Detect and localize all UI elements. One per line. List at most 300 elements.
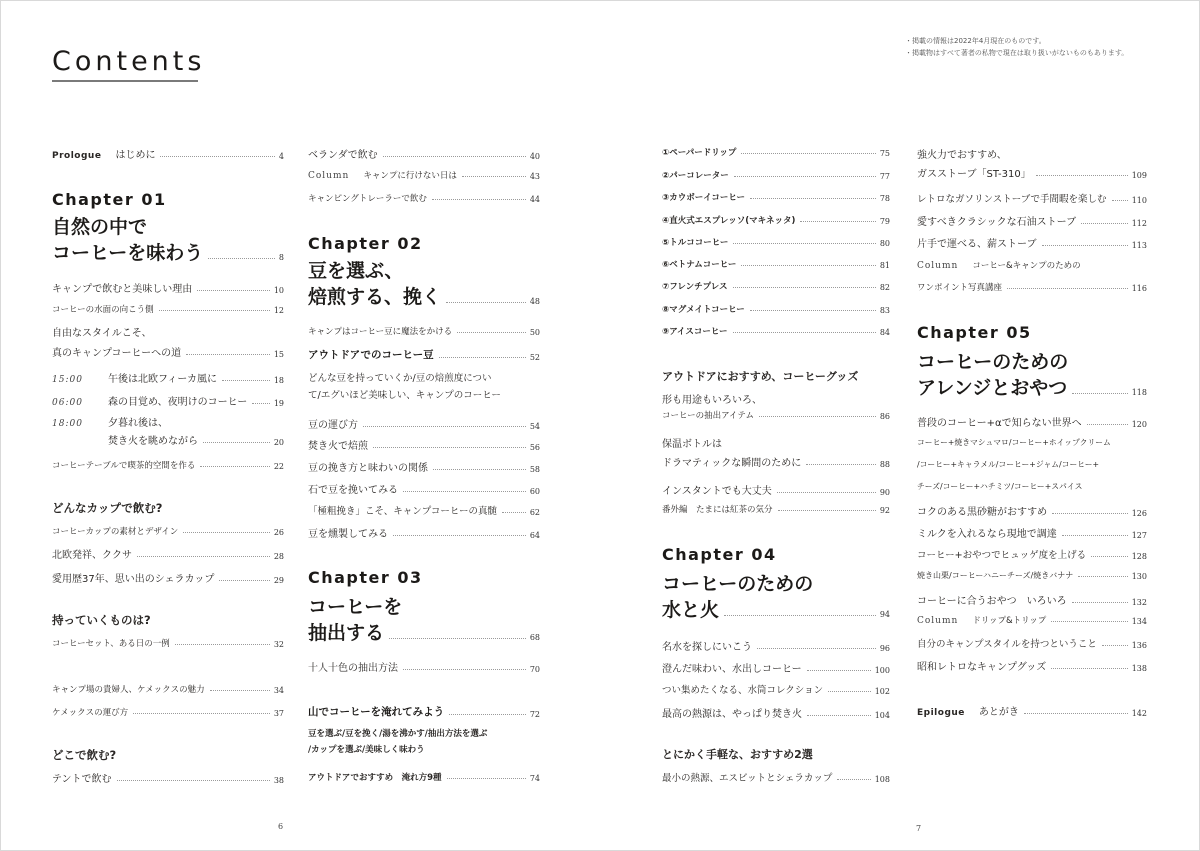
leader-dots [1102, 645, 1128, 646]
page-number: 68 [529, 633, 540, 642]
toc-entry[interactable] [662, 409, 890, 421]
leader-dots [807, 670, 871, 671]
leader-dots [439, 357, 526, 358]
leader-dots [1062, 535, 1128, 536]
entry-label: ⑥ベトナムコーヒー [662, 260, 737, 270]
entry-label: テントで飲む [52, 774, 112, 785]
toc-entry[interactable] [917, 547, 1147, 561]
page-number: 136 [1131, 641, 1147, 650]
leader-dots [734, 176, 876, 177]
page-number: 70 [529, 665, 540, 674]
folio-left: 6 [278, 822, 284, 831]
entry-label: 山でコーヒーを淹れてみよう [308, 706, 445, 718]
toc-entry[interactable] [662, 482, 890, 497]
toc-entry[interactable] [662, 503, 890, 515]
leader-dots [133, 713, 270, 714]
chapter-01-title-line-2: コーヒーを味わう [52, 242, 204, 264]
entry-label: コーヒーテーブルで喫茶的空間を作る [52, 461, 196, 471]
entry-label: 豆を燻製してみる [308, 529, 388, 540]
entry-label: 最小の熱源、エスビットとシェラカップ [662, 773, 833, 784]
leader-dots [828, 691, 871, 692]
chapter-03-title-line-1: コーヒーを [308, 596, 403, 618]
entry-label: 豆の挽き方と味わいの関係 [308, 463, 428, 474]
entry-sub-line-1: コーヒー+焼きマシュマロ/コーヒー+ホイップクリーム [917, 438, 1111, 447]
page-number: 18 [273, 376, 284, 385]
toc-entry[interactable] [52, 706, 284, 718]
page-number: 109 [1131, 171, 1147, 180]
leader-dots [208, 258, 275, 259]
toc-entry[interactable] [308, 416, 540, 431]
section-heading: アウトドアにおすすめ、コーヒーグッズ [662, 370, 859, 383]
chapter-05-title-line-1: コーヒーのための [917, 351, 1069, 373]
entry-label: 愛すべきクラシックな石油ストーブ [917, 217, 1077, 228]
page-number: 128 [1131, 552, 1147, 561]
leader-dots [389, 638, 526, 639]
page-number: 77 [879, 172, 890, 181]
page-number: 126 [1131, 509, 1147, 518]
toc-entry[interactable] [308, 347, 540, 362]
entry-label: ⑤トルココーヒー [662, 238, 729, 248]
toc-entry[interactable] [662, 638, 890, 653]
entry-label: キャンプで飲むと美味しい理由 [52, 284, 193, 295]
leader-dots [137, 556, 270, 557]
toc-entry[interactable] [52, 344, 284, 359]
entry-label: 十人十色の抽出方法 [308, 663, 398, 674]
folio-right: 7 [916, 824, 922, 833]
entry-label: インスタントでも大丈夫 [662, 486, 772, 497]
page-number: 116 [1131, 284, 1147, 293]
entry-label: 午後は北欧フィーカ風に [108, 374, 217, 385]
toc-entry-chapter-01[interactable] [52, 240, 284, 266]
page-number: 104 [874, 711, 890, 720]
page-number: 50 [529, 328, 540, 337]
entry-label-line-2: ドラマティックな瞬間のために [662, 458, 802, 469]
chapter-05-number: Chapter 05 [917, 323, 1032, 342]
toc-entry[interactable] [308, 325, 540, 337]
leader-dots [432, 199, 526, 200]
entry-label: コーヒーの水面の向こう側 [52, 305, 154, 315]
leader-dots [1052, 513, 1128, 514]
page-number: 142 [1131, 709, 1147, 718]
time-label: 18:00 [52, 419, 83, 429]
toc-entry[interactable] [917, 525, 1147, 540]
chapter-02-title-line-2: 焙煎する、挽く [308, 286, 442, 308]
page-number: 75 [879, 149, 890, 158]
page-number: 90 [879, 488, 890, 497]
toc-entry[interactable] [917, 414, 1147, 429]
entry-label: 番外編 たまには紅茶の気分 [662, 505, 773, 515]
page-number: 108 [874, 775, 890, 784]
time-label: 06:00 [52, 398, 83, 408]
entry-label-line-1: 夕暮れ後は、 [108, 418, 168, 429]
entry-label: ③カウボーイコーヒー [662, 193, 746, 203]
chapter-01-title-line-1: 自然の中で [52, 216, 148, 238]
toc-column-2 [308, 0, 540, 851]
leader-dots [1072, 393, 1127, 394]
toc-entry[interactable] [917, 235, 1147, 250]
entry-label: 焚き火で焙煎 [308, 441, 368, 452]
page-number: 12 [273, 306, 284, 315]
entry-label: ④直火式エスプレッソ(マキネッタ) [662, 216, 796, 226]
page-number: 86 [879, 412, 890, 421]
entry-label: 「極粗挽き」こそ、キャンプコーヒーの真髄 [308, 506, 497, 517]
chapter-01-number: Chapter 01 [52, 190, 167, 209]
leader-dots [837, 779, 870, 780]
toc-entry[interactable] [52, 770, 284, 785]
page-number: 127 [1131, 531, 1147, 540]
epilogue-tag: Epilogue [917, 708, 965, 718]
entry-label: 愛用歴37年、思い出のシェラカップ [52, 574, 215, 585]
page-number: 54 [529, 422, 540, 431]
page-number: 48 [529, 297, 540, 306]
entry-sub-line-1: 豆を選ぶ/豆を挽く/湯を沸かす/抽出方法を選ぶ [308, 729, 488, 739]
toc-entry[interactable] [308, 659, 540, 674]
toc-entry[interactable] [662, 169, 890, 181]
leader-dots [183, 532, 270, 533]
toc-entry-column[interactable] [917, 281, 1147, 293]
chapter-03-number: Chapter 03 [308, 568, 423, 587]
page-number: 4 [278, 152, 284, 161]
page-number: 112 [1131, 219, 1147, 228]
section-heading: どこで飲む? [52, 748, 117, 762]
leader-dots [219, 580, 269, 581]
page-number: 74 [529, 774, 540, 783]
column-tag: Column [917, 261, 959, 271]
toc-entry[interactable] [308, 771, 540, 783]
entry-label-line-1: 形も用途もいろいろ、 [662, 395, 762, 406]
toc-column-4 [917, 0, 1147, 851]
chapter-05-title-line-2: アレンジとおやつ [917, 377, 1068, 399]
toc-entry-chapter-03[interactable] [308, 620, 540, 646]
entry-label: キャンプに行けない日は [363, 171, 457, 181]
toc-entry[interactable] [52, 303, 284, 315]
leader-dots [222, 380, 270, 381]
entry-label-line-2: コーヒーの抽出アイテム [662, 411, 754, 421]
page-number: 81 [879, 261, 890, 270]
toc-entry[interactable] [52, 280, 284, 295]
entry-label-line-1: 強火力でおすすめ、 [917, 150, 1007, 161]
toc-entry[interactable] [917, 503, 1147, 518]
entry-label: アウトドアでのコーヒー豆 [308, 349, 434, 361]
leader-dots [778, 510, 876, 511]
page-number: 15 [273, 350, 284, 359]
entry-label: コクのある黒砂糖がおすすめ [917, 507, 1048, 518]
toc-entry[interactable] [52, 370, 284, 385]
entry-label: ドリップ&トリップ [972, 616, 1047, 626]
toc-entry[interactable] [662, 236, 890, 248]
leader-dots [1081, 223, 1128, 224]
page-number: 84 [879, 328, 890, 337]
page-number: 56 [529, 443, 540, 452]
time-label: 15:00 [52, 375, 83, 385]
page-number: 52 [529, 353, 540, 362]
leader-dots [724, 615, 876, 616]
toc-entry[interactable] [662, 682, 890, 696]
page-number: 118 [1131, 388, 1147, 397]
page-number: 78 [879, 194, 890, 203]
page-number: 62 [529, 508, 540, 517]
leader-dots [403, 491, 526, 492]
entry-sub-line-3: チーズ/コーヒー+ハチミツ/コーヒー+スパイス [917, 482, 1083, 491]
entry-label: キャンプはコーヒー豆に魔法をかける [308, 327, 453, 337]
entry-label: 片手で運べる、薪ストーブ [917, 239, 1037, 250]
entry-label: キャンピングトレーラーで飲む [308, 194, 427, 204]
chapter-02-number: Chapter 02 [308, 234, 423, 253]
entry-label: コーヒーカップの素材とデザイン [52, 527, 179, 537]
page-number: 100 [874, 666, 890, 675]
leader-dots [807, 715, 871, 716]
entry-label: 普段のコーヒー+αで知らない世界へ [917, 418, 1082, 429]
note-2: ・掲載物はすべて著者の私物で現在は取り扱いがないものもあります。 [905, 49, 1129, 57]
leader-dots [806, 464, 876, 465]
entry-label-line-1: コーヒー&キャンプのための [972, 261, 1081, 271]
leader-dots [159, 310, 270, 311]
page-number: 29 [273, 576, 284, 585]
toc-entry[interactable] [662, 770, 890, 784]
toc-entry[interactable] [52, 546, 284, 561]
toc-entry[interactable] [662, 146, 890, 158]
entry-label: ケメックスの運び方 [52, 708, 129, 718]
entry-label-line-1: 保温ボトルは [662, 439, 722, 450]
leader-dots [1051, 668, 1128, 669]
leader-dots [447, 778, 526, 779]
toc-entry[interactable] [662, 325, 890, 337]
entry-label: 名水を探しにいこう [662, 642, 752, 653]
entry-label: ①ペーパードリップ [662, 148, 737, 158]
entry-label: ②パーコレーター [662, 171, 729, 181]
toc-entry[interactable] [52, 570, 284, 585]
page-number: 130 [1131, 572, 1147, 581]
toc-column-1 [52, 0, 284, 851]
page-number: 82 [879, 283, 890, 292]
leader-dots [383, 156, 526, 157]
toc-entry[interactable] [52, 637, 284, 649]
entry-label-line-2: 真のキャンプコーヒーへの道 [52, 348, 182, 359]
leader-dots [462, 176, 526, 177]
chapter-04-title-line-1: コーヒーのための [662, 573, 814, 595]
entry-label: アウトドアでおすすめ 淹れ方9種 [308, 773, 442, 783]
page-number: 19 [273, 399, 284, 408]
toc-entry[interactable] [662, 214, 890, 226]
leader-dots [446, 302, 526, 303]
leader-dots [750, 198, 876, 199]
toc-entry[interactable] [662, 454, 890, 469]
toc-entry[interactable] [308, 481, 540, 496]
toc-entry[interactable] [662, 280, 890, 292]
entry-label: 豆の運び方 [308, 420, 358, 431]
page-number: 22 [273, 462, 284, 471]
entry-time-row [52, 414, 168, 429]
page-number: 60 [529, 487, 540, 496]
page-number: 72 [529, 710, 540, 719]
chapter-02-title-line-1: 豆を選ぶ、 [308, 260, 404, 282]
toc-entry-column[interactable] [308, 169, 540, 181]
leader-dots [457, 332, 526, 333]
leader-dots [117, 780, 270, 781]
entry-label-line-2: 焚き火を眺めながら [108, 436, 198, 447]
toc-entry[interactable] [308, 503, 540, 517]
section-heading: 持っていくものは? [52, 613, 151, 627]
leader-dots [759, 416, 876, 417]
page-number: 43 [529, 172, 540, 181]
entry-label: ⑨アイスコーヒー [662, 327, 728, 337]
leader-dots [800, 221, 875, 222]
leader-dots [741, 265, 875, 266]
leader-dots [403, 669, 526, 670]
leader-dots [502, 512, 526, 513]
leader-dots [1042, 245, 1128, 246]
entry-label: レトロなガソリンストーブで手間暇を楽しむ [917, 194, 1107, 205]
page-number: 44 [529, 195, 540, 204]
note-1: ・掲載の情報は2022年4月現在のものです。 [905, 37, 1046, 45]
toc-entry[interactable] [662, 258, 890, 270]
toc-entry[interactable] [917, 165, 1147, 180]
entry-label-line-1: 自由なスタイルこそ、 [52, 328, 152, 339]
toc-entry[interactable] [52, 459, 284, 471]
toc-entry[interactable] [662, 303, 890, 315]
toc-entry[interactable] [662, 660, 890, 675]
page-number: 58 [529, 465, 540, 474]
entry-label: 澄んだ味わい、水出しコーヒー [662, 664, 802, 675]
page-title: Contents [52, 46, 206, 77]
entry-label: コーヒーに合うおやつ いろいろ [917, 596, 1067, 607]
entry-label: ミルクを入れるなら現地で調達 [917, 529, 1057, 540]
entry-sub-line-2: て/エグいほど美味しい、キャンプのコーヒー [308, 390, 501, 401]
leader-dots [733, 332, 876, 333]
toc-entry-epilogue[interactable] [917, 703, 1147, 718]
page-number: 120 [1131, 420, 1147, 429]
leader-dots [1072, 602, 1128, 603]
toc-entry[interactable] [308, 459, 540, 474]
entry-label: 石で豆を挽いてみる [308, 485, 398, 496]
entry-label: 北欧発祥、ククサ [52, 550, 132, 561]
toc-entry-chapter-04[interactable] [662, 597, 890, 623]
entry-label-line-2: ガスストーブ「ST-310」 [917, 169, 1031, 180]
page-number: 38 [273, 776, 284, 785]
toc-entry[interactable] [662, 705, 890, 720]
toc-entry[interactable] [662, 191, 890, 203]
leader-dots [160, 156, 274, 157]
leader-dots [733, 243, 875, 244]
entry-label: 昭和レトロなキャンプグッズ [917, 662, 1047, 673]
entry-label: つい集めたくなる、水筒コレクション [662, 685, 824, 696]
page-number: 113 [1131, 241, 1147, 250]
leader-dots [197, 290, 270, 291]
entry-label: ベランダで飲む [308, 150, 378, 161]
leader-dots [200, 466, 269, 467]
toc-entry[interactable] [917, 636, 1147, 650]
leader-dots [1051, 621, 1127, 622]
leader-dots [373, 447, 526, 448]
section-heading: どんなカップで飲む? [52, 501, 163, 515]
leader-dots [750, 310, 876, 311]
page-number: 26 [273, 528, 284, 537]
entry-label-line-2: ワンポイント写真講座 [917, 283, 1003, 293]
toc-entry-chapter-02[interactable] [308, 284, 540, 310]
toc-entry[interactable] [917, 191, 1147, 205]
entry-sub-line-1: どんな豆を持っていくか/豆の焙煎度につい [308, 373, 492, 384]
entry-label: ⑦フレンチプレス [662, 282, 728, 292]
page-number: 88 [879, 460, 890, 469]
page-number: 110 [1131, 196, 1147, 205]
chapter-04-number: Chapter 04 [662, 545, 777, 564]
page-number: 10 [273, 286, 284, 295]
leader-dots [393, 535, 526, 536]
leader-dots [1087, 424, 1128, 425]
entry-label: はじめに [115, 150, 156, 161]
leader-dots [1078, 576, 1127, 577]
leader-dots [1036, 175, 1128, 176]
leader-dots [1091, 556, 1128, 557]
toc-column-3 [662, 0, 890, 851]
leader-dots [449, 714, 526, 715]
entry-label: あとがき [978, 707, 1019, 718]
entry-label: 焼き山栗/コーヒーハニーチーズ/焼きバナナ [917, 571, 1074, 580]
entry-label: キャンプ場の貴婦人、ケメックスの魅力 [52, 685, 205, 695]
toc-entry[interactable] [52, 525, 284, 537]
page-number: 8 [278, 253, 284, 262]
leader-dots [757, 648, 876, 649]
column-entry-line-1 [917, 259, 1081, 271]
toc-entry[interactable] [917, 592, 1147, 607]
leader-dots [741, 153, 875, 154]
prologue-tag: Prologue [52, 151, 102, 161]
leader-dots [203, 442, 270, 443]
entry-sub-line-2: /カップを選ぶ/美味しく味わう [308, 745, 425, 755]
toc-entry[interactable] [917, 570, 1147, 581]
page-number: 96 [879, 644, 890, 653]
entry-label: 森の目覚め、夜明けのコーヒー [108, 397, 248, 408]
leader-dots [175, 644, 270, 645]
leader-dots [733, 287, 876, 288]
toc-entry[interactable] [917, 213, 1147, 228]
toc-entry[interactable] [52, 683, 284, 695]
section-heading: とにかく手軽な、おすすめ2選 [662, 748, 813, 761]
toc-entry-prologue[interactable] [52, 146, 284, 161]
entry-label: コーヒー+おやつでヒュッゲ度を上げる [917, 550, 1087, 561]
page-number: 102 [874, 687, 890, 696]
toc-entry[interactable] [52, 393, 284, 408]
page-number: 134 [1131, 617, 1147, 626]
toc-entry[interactable] [917, 658, 1147, 673]
toc-entry[interactable] [308, 525, 540, 540]
entry-sub-line-2: /コーヒー+キャラメル/コーヒー+ジャム/コーヒー+ [917, 460, 1100, 469]
leader-dots [252, 403, 270, 404]
page-number: 37 [273, 709, 284, 718]
page-number: 92 [879, 506, 890, 515]
toc-entry-column[interactable] [917, 614, 1147, 626]
page-number: 20 [273, 438, 284, 447]
entry-label: 自分のキャンプスタイルを持つということ [917, 639, 1097, 650]
page-number: 34 [273, 686, 284, 695]
toc-entry[interactable] [308, 704, 540, 719]
toc-entry-chapter-05[interactable] [917, 375, 1147, 401]
toc-entry[interactable] [108, 432, 284, 447]
leader-dots [1112, 200, 1128, 201]
page-number: 32 [273, 640, 284, 649]
page-number: 94 [879, 610, 890, 619]
entry-label: コーヒーセット、ある日の一例 [52, 639, 170, 649]
chapter-04-title-line-2: 水と火 [662, 599, 720, 621]
toc-entry[interactable] [308, 146, 540, 161]
toc-entry[interactable] [308, 192, 540, 204]
page-number: 64 [529, 531, 540, 540]
toc-entry[interactable] [308, 437, 540, 452]
page-number: 132 [1131, 598, 1147, 607]
leader-dots [433, 469, 526, 470]
column-tag: Column [308, 171, 350, 181]
page-number: 79 [879, 217, 890, 226]
